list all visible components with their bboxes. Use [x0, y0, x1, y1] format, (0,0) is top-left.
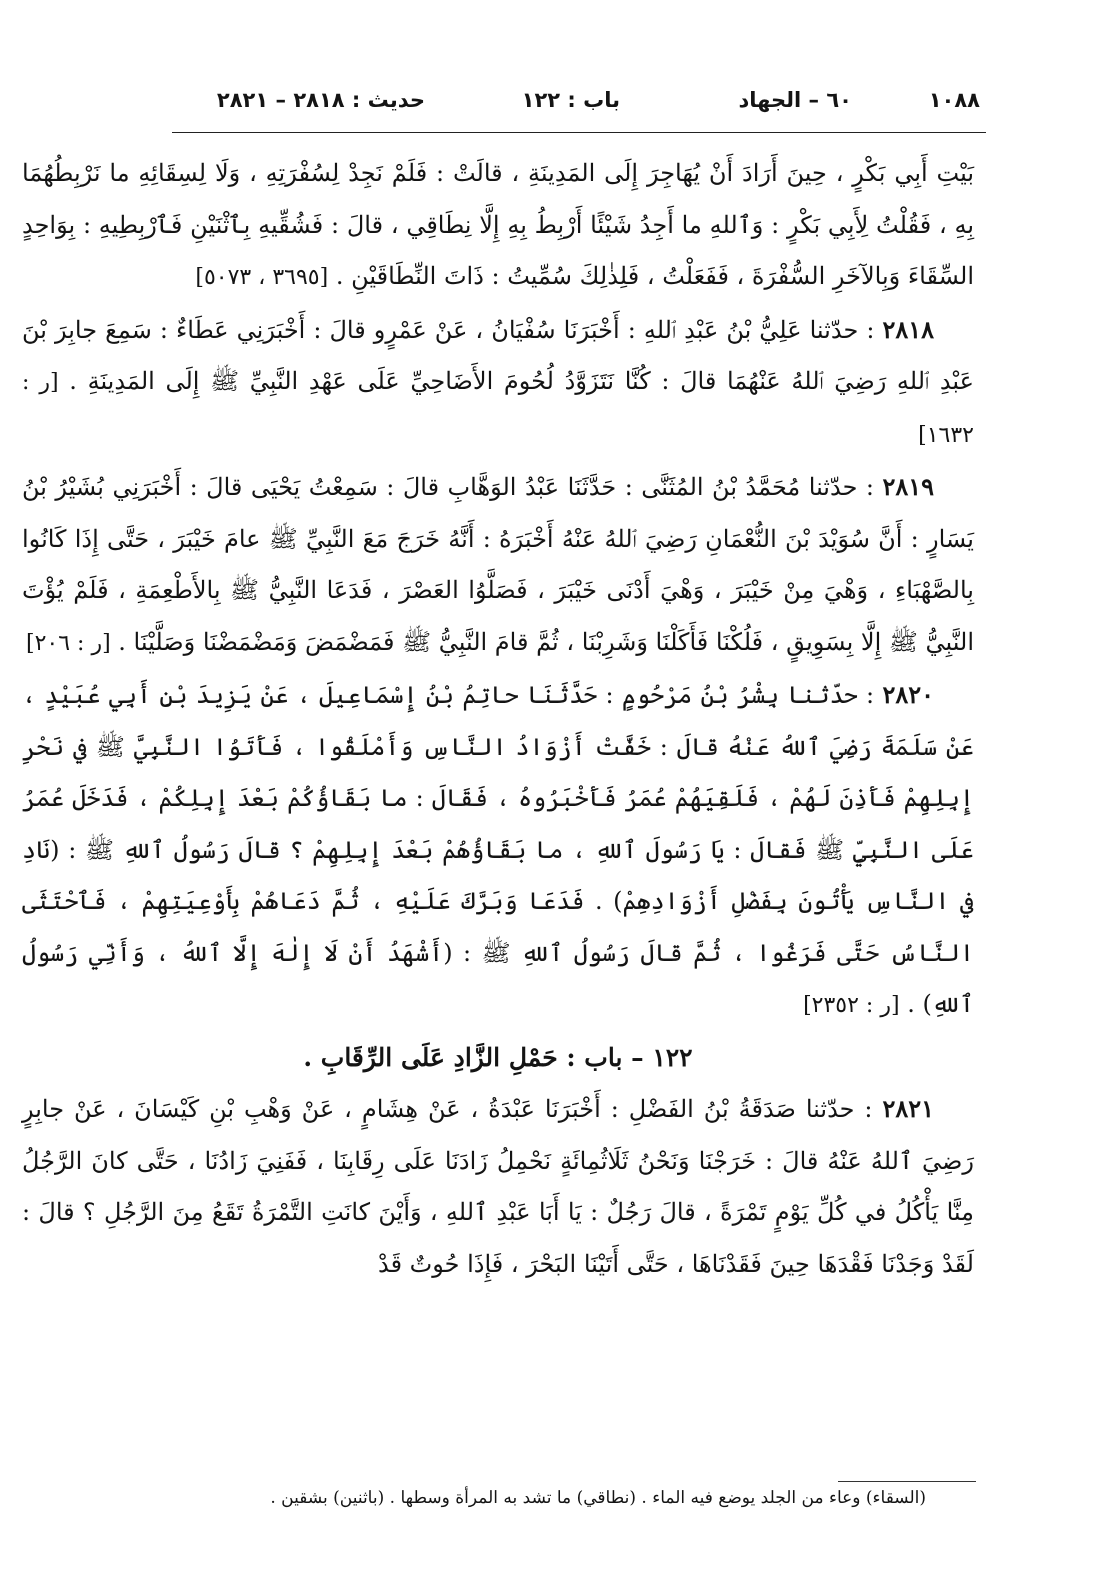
main-text — [22, 148, 974, 1290]
hadith-2821 — [22, 1083, 974, 1290]
footnote-divider — [838, 1481, 976, 1482]
hadith-text: : حدّثنا صَدَقَةُ بْنُ الفَضْلِ : أَخْبَرَنَا عَبْدَةُ ، عَنْ هِشَامٍ ، عَنْ وَهْبِ بْنِ كَيْسَانَ ، عَنْ جابِرٍ رَضِيَ ٱللهُ عَنْهُ قالَ : خَرَجْنَا وَنَحْنُ ثَلَاثُمِائَةٍ نَحْمِلُ زَادَنَا عَلَى رِقَابِنَا ، فَفَنِيَ زَادُنَا ، حَتَّى كانَ الرَّجُلُ مِنَّا يَأْكُلُ في كُلِّ يَوْمٍ تَمْرَةً ، قالَ رَجُلٌ : يَا أَبَا عَبْدِ ٱللهِ ، وَأَيْنَ كانَتِ التَّمْرَةُ تَقَعُ مِنَ الرَّجُلِ ؟ قالَ : لَقَدْ وَجَدْنَا فَقْدَهَا حِينَ فَقَدْنَاهَا ، حَتَّى أَتَيْنَا البَحْرَ ، فَإِذَا حُوتٌ قَدْ — [22, 1095, 974, 1278]
paragraph-continuation — [22, 148, 974, 304]
footnotes — [150, 1485, 926, 1512]
chapter-number: باب : ١٢٢ — [521, 88, 620, 112]
hadith-text: : حدّثنا مُحَمَّدُ بْنُ المُثَنَّى : حَدَّثَنَا عَبْدُ الوَهَّابِ قالَ : سَمِعْتُ يَحْيَى قالَ : أَخْبَرَنِي بُشَيْرُ بْنُ يَسَارٍ : أَنَّ سُوَيْدَ بْنَ النُّعْمَانِ رَضِيَ ٱللهُ عَنْهُ أَخْبَرَهُ : أَنَّهُ خَرَجَ مَعَ النَّبِيِّ ﷺ عامَ خَيْبَرَ ، حَتَّى إِذَا كَانُوا بِالصَّهْبَاءِ ، وَهْيَ مِنْ خَيْبَرَ ، وَهْيَ أَدْنَى خَيْبَرَ ، فَصَلَّوُا العَصْرَ ، فَدَعَا النَّبِيُّ ﷺ بِالأَطْعِمَةِ ، فَلَمْ يُؤْتَ النَّبِيُّ ﷺ إِلَّا بِسَوِيقٍ ، فَلُكْنَا فَأَكَلْنَا وَشَرِبْنَا ، ثُمَّ قامَ النَّبِيُّ ﷺ فَمَضْمَضَ وَمَضْمَضْنَا وَصَلَّيْنَا . — [22, 473, 974, 656]
hadith-2819 — [22, 461, 974, 669]
book-title: ٦٠ – الجهاد — [738, 88, 852, 112]
hadith-number: ٢٨١٨ — [882, 314, 935, 344]
hadith-number: ٢٨٢٠ — [882, 680, 934, 709]
cross-reference: [ر : ١٦٣٢] — [22, 370, 974, 448]
page-number: ١٠٨٨ — [928, 88, 980, 112]
hadith-number: ٢٨٢١ — [882, 1094, 934, 1123]
hadith-text: : حدّثنا عَلِيُّ بْنُ عَبْدِ ٱللهِ : أَخْبَرَنَا سُفْيَانُ ، عَنْ عَمْرٍو قالَ : أَخْبَرَنِي عَطَاءٌ : سَمِعَ جابِرَ بْنَ عَبْدِ ٱللهِ رَضِيَ ٱللهُ عَنْهُمَا قالَ : كُنَّا نَتَزَوَّدُ لُحُومَ الأَضَاحِيِّ عَلَى عَهْدِ النَّبِيِّ ﷺ إِلَى المَدِينَةِ . — [22, 315, 974, 395]
chapter-heading: ١٢٢ – باب : حَمْلِ الزَّادِ عَلَى الرِّقَابِ . — [303, 1042, 693, 1072]
hadith-text: : حدّثنا بِشْرُ بْنُ مَرْحُومٍ : حَدَّثَنَا حاتِمُ بْنُ إِسْمَاعِيلَ ، عَنْ يَزِيدَ بْنِ أَبِي عُبَيْدٍ ، عَنْ سَلَمَةَ رَضِيَ ٱللهُ عَنْهُ قالَ : خَفَّتْ أَزْوَادُ النَّاسِ وَأَمْلَقُوا ، فَأَتَوُا النَّبِيَّ ﷺ في نَحْرِ إِبِلِهِمْ فَأَذِنَ لَهُمْ ، فَلَقِيَهُمْ عُمَرُ فَأَخْبَرُوهُ ، فَقَالَ : ما بَقَاؤُكُمْ بَعْدَ إِبِلِكُمْ ، فَدَخَلَ عُمَرُ عَلَى النَّبِيِّ ﷺ فَقالَ : يَا رَسُولَ ٱللهِ ، ما بَقَاؤُهُمْ بَعْدَ إِبِلِهِمْ ؟ قالَ رَسُولُ ٱللهِ ﷺ : (نَادِ في النَّاسِ يَأْتُونَ بِفَضْلِ أَزْوَادِهِمْ) . فَدَعَا وَبَرَّكَ عَلَيْهِ ، ثُمَّ دَعَاهُمْ بِأَوْعِيَتِهِمْ ، فَٱحْتَثَى النَّاسُ حَتَّى فَرَغُوا ، ثُمَّ قالَ رَسُولُ ٱللهِ ﷺ : (أَشْهَدُ أَنْ لَا إِلٰهَ إِلَّا ٱللهُ ، وَأَنِّي رَسُولُ ٱللهِ) . — [22, 681, 974, 1018]
header-divider — [172, 132, 986, 133]
hadith-number: ٢٨١٩ — [882, 472, 934, 501]
hadith-2820 — [22, 669, 974, 1032]
cross-reference: [٣٦٩٥ ، ٥٠٧٣] — [195, 265, 329, 290]
running-header — [180, 84, 980, 120]
cross-reference: [ر : ٢٣٥٢] — [803, 993, 900, 1018]
footnote-text: (السقاء) وعاء من الجلد يوضع فيه الماء . (نطاقي) ما تشد به المرأة وسطها . (باثنين) بشقين . — [270, 1488, 926, 1508]
cross-reference: [ر : ٢٠٦] — [26, 630, 111, 656]
hadith-range: حديث : ٢٨١٨ – ٢٨٢١ — [216, 88, 425, 112]
paragraph-text: بَيْتِ أَبِي بَكْرٍ ، حِينَ أَرَادَ أَنْ يُهَاجِرَ إِلَى المَدِينَةِ ، قالَتْ : فَلَمْ نَجِدْ لِسُفْرَتِهِ ، وَلَا لِسِقَائِهِ ما نَرْبِطُهُمَا بِهِ ، فَقُلْتُ لِأَبِي بَكْرٍ : وَٱللهِ ما أَجِدُ شَيْئًا أَرْبِطُ بِهِ إِلَّا نِطَاقِي ، قالَ : فَشُقِّيهِ بِٱثْنَيْنِ فَٱرْبِطِيهِ : بِوَاحِدٍ السِّقَاءَ وَبِالآخَرِ السُّفْرَةَ ، فَفَعَلْتُ ، فَلِذٰلِكَ سُمِّيتُ : ذَاتَ النِّطَاقَيْنِ . — [22, 159, 975, 290]
hadith-2818 — [22, 304, 974, 462]
